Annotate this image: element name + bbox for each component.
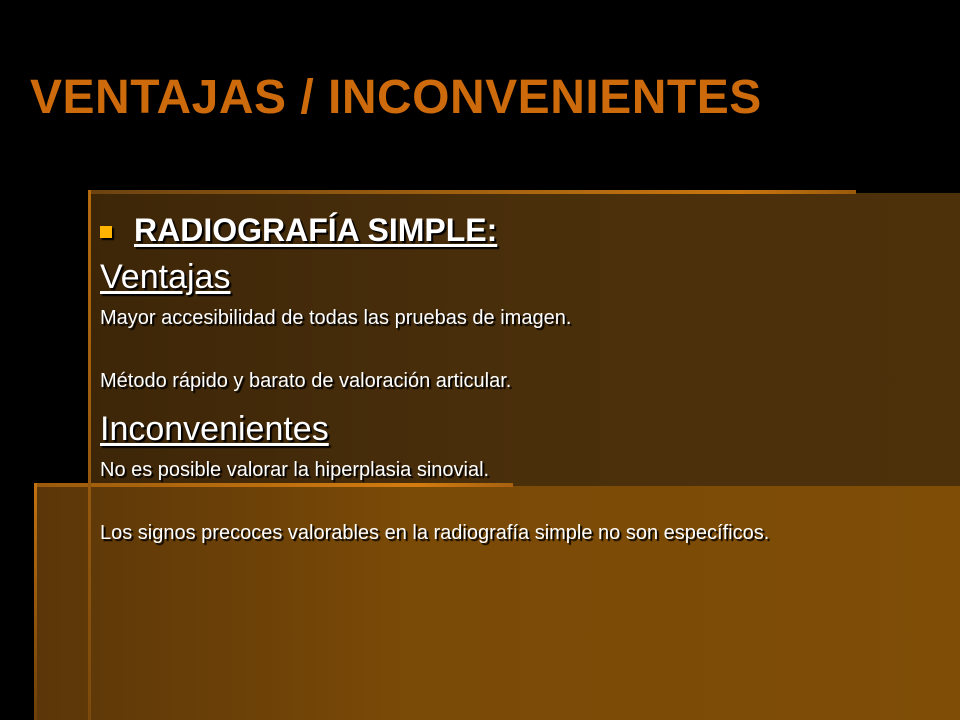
advantage-item: Mayor accesibilidad de todas las pruebas de imagen. — [100, 307, 572, 329]
disadvantage-item: No es posible valorar la hiperplasia sinovial. — [100, 459, 490, 481]
upper-panel-top-edge — [88, 190, 856, 194]
upper-panel-left-edge — [88, 190, 91, 720]
disadvantages-heading: Inconvenientes — [100, 410, 329, 448]
slide-content — [100, 212, 940, 547]
section-heading: RADIOGRAFÍA SIMPLE: — [134, 212, 498, 248]
section-bullet — [100, 212, 940, 249]
slide-title: VENTAJAS / INCONVENIENTES — [30, 71, 762, 124]
lower-panel-left-edge — [34, 483, 37, 720]
advantages-heading: Ventajas — [100, 258, 231, 296]
disadvantage-item: Los signos precoces valorables en la radiografía simple no son específicos. — [100, 522, 770, 544]
advantage-item: Método rápido y barato de valoración articular. — [100, 370, 512, 392]
square-bullet-icon — [100, 226, 112, 238]
